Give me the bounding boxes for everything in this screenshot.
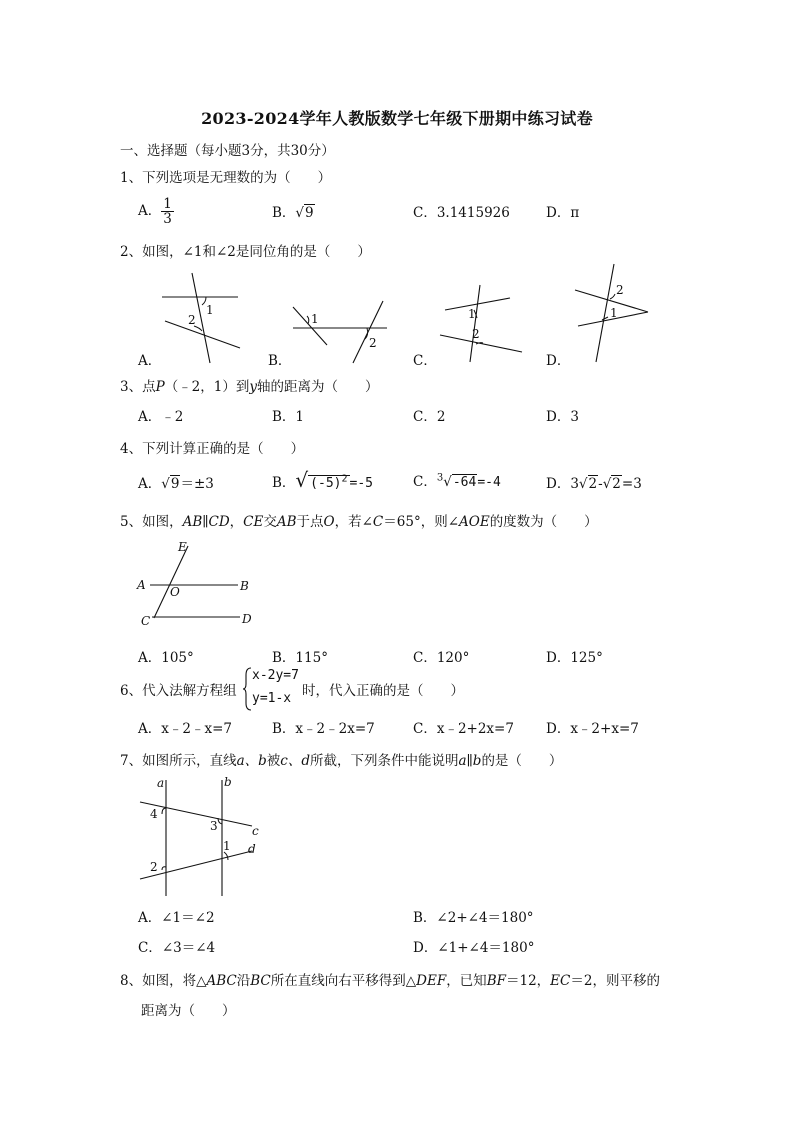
- angle-label-2: 2: [150, 860, 158, 874]
- q6-option-d: D．x﹣2+x=7: [546, 721, 639, 737]
- q5-option-b: B．115°: [272, 650, 328, 666]
- q6-stem-b: 时，代入正确的是（ ）: [302, 683, 464, 699]
- point-label-c: C: [141, 614, 151, 628]
- q1-option-a: A． $\frac{1}{3}$: [138, 196, 172, 227]
- q6-option-b: B．x﹣2﹣2x=7: [272, 721, 375, 737]
- line: [293, 307, 327, 345]
- q2-figure-a: [150, 268, 260, 363]
- q5-option-d: D．125°: [546, 650, 603, 666]
- angle-label-3: 3: [210, 819, 218, 833]
- q4-option-c: C．$^3$√-64=-4: [413, 472, 501, 490]
- q3-option-d: D．3: [546, 409, 579, 425]
- sqrt-sign-icon: √: [578, 476, 588, 492]
- point-label-o: O: [170, 585, 180, 599]
- angle-label-2: 2: [369, 336, 377, 350]
- q7-option-d: D．∠1+∠4＝180°: [413, 940, 535, 956]
- line: [470, 285, 480, 362]
- line-label-c: c: [252, 824, 259, 838]
- angle-arc: [610, 294, 615, 299]
- line-label-a: a: [157, 776, 165, 790]
- q4-option-d: D．3√2-√2=3: [546, 476, 642, 492]
- q4-stem: 4、下列计算正确的是（ ）: [120, 441, 305, 457]
- fraction: $\frac{1}{3}$: [163, 196, 172, 227]
- q2-option-b: B．: [268, 353, 292, 369]
- point-label-a: A: [137, 578, 146, 592]
- angle-label-1: 1: [223, 839, 231, 853]
- q7-figure: [132, 772, 272, 897]
- q7-option-a: A．∠1＝∠2: [138, 910, 215, 926]
- q5-stem: 5、如图，AB∥CD，CE交AB于点O，若∠C＝65°，则∠AOE的度数为（ ）: [120, 514, 598, 530]
- line-label-b: b: [224, 775, 232, 789]
- left-brace-icon: [242, 667, 252, 711]
- q7-option-c: C．∠3＝∠4: [138, 940, 216, 956]
- q6-equation-1: x-2y=7: [252, 668, 299, 683]
- q5-figure: [132, 538, 262, 630]
- q6-option-a: A．x﹣2﹣x=7: [138, 721, 232, 737]
- q3-option-c: C．2: [413, 409, 446, 425]
- section-heading: 一、选择题（每小题3分，共30分）: [120, 143, 335, 159]
- angle-arc: [224, 852, 228, 860]
- q3-option-a: A．﹣2: [138, 409, 184, 425]
- q6-equation-2: y=1-x: [252, 691, 292, 706]
- angle-arc: [162, 808, 166, 814]
- q6-option-c: C．x﹣2+2x=7: [413, 721, 514, 737]
- sqrt-sign-icon: √: [161, 476, 170, 492]
- q2-option-d: D．: [546, 353, 571, 369]
- sqrt-sign-icon: √: [443, 474, 452, 490]
- sqrt-sign-icon: √: [295, 205, 305, 221]
- q2-figure-d: [570, 262, 660, 362]
- angle-label-1: 1: [468, 307, 476, 321]
- angle-label-2: 2: [472, 327, 480, 341]
- q2-figure-c: [430, 280, 530, 365]
- q2-stem: 2、如图，∠1和∠2是同位角的是（ ）: [120, 244, 371, 260]
- angle-arc: [162, 867, 166, 870]
- q8-stem-line1: 8、如图，将△ABC沿BC所在直线向右平移得到△DEF，已知BF＝12，EC＝2，则平移的: [120, 973, 660, 989]
- q7-option-b: B．∠2+∠4＝180°: [413, 910, 534, 926]
- angle-label-1: 1: [311, 312, 319, 326]
- q4-option-b: B．√ $(-5)^2 =-5$: [272, 468, 373, 492]
- angle-arc: [602, 317, 608, 320]
- page-title: 2023-2024学年人教版数学七年级下册期中练习试卷: [201, 109, 593, 128]
- angle-label-2: 2: [188, 313, 196, 327]
- q2-option-a: A．: [138, 353, 162, 369]
- angle-label-1: 1: [206, 303, 214, 317]
- angle-label-2: 2: [616, 283, 624, 297]
- q4-option-a: A．√9＝±3: [138, 476, 214, 492]
- q3-stem: 3、点P（﹣2，1）到y轴的距离为（ ）: [120, 379, 379, 395]
- angle-label-1: 1: [610, 306, 618, 320]
- point-label-d: D: [242, 612, 252, 626]
- q2-figure-b: [285, 295, 395, 365]
- angle-label-4: 4: [150, 807, 158, 821]
- q2-option-c: C．: [413, 353, 437, 369]
- q1-option-b: B．√9: [272, 205, 314, 221]
- sqrt-sign-icon: √: [295, 468, 309, 492]
- q3-option-b: B．1: [272, 409, 305, 425]
- sqrt-sign-icon: √: [602, 476, 612, 492]
- q8-stem-line2: 距离为（ ）: [141, 1003, 236, 1019]
- q1-option-c: C．3.1415926: [413, 205, 510, 221]
- q5-option-a: A．105°: [138, 650, 194, 666]
- point-label-b: B: [240, 579, 249, 593]
- line: [440, 335, 522, 352]
- q5-option-c: C．120°: [413, 650, 470, 666]
- q6-stem-a: 6、代入法解方程组: [120, 683, 237, 699]
- point-label-e: E: [178, 540, 187, 554]
- q7-stem: 7、如图所示，直线a、b被c、d所截，下列条件中能说明a∥b的是（ ）: [120, 753, 563, 769]
- q1-option-d: D．π: [546, 205, 580, 221]
- line-ce: [154, 546, 188, 618]
- q1-stem: 1、下列选项是无理数的为（ ）: [120, 170, 332, 186]
- line-label-d: d: [248, 842, 256, 856]
